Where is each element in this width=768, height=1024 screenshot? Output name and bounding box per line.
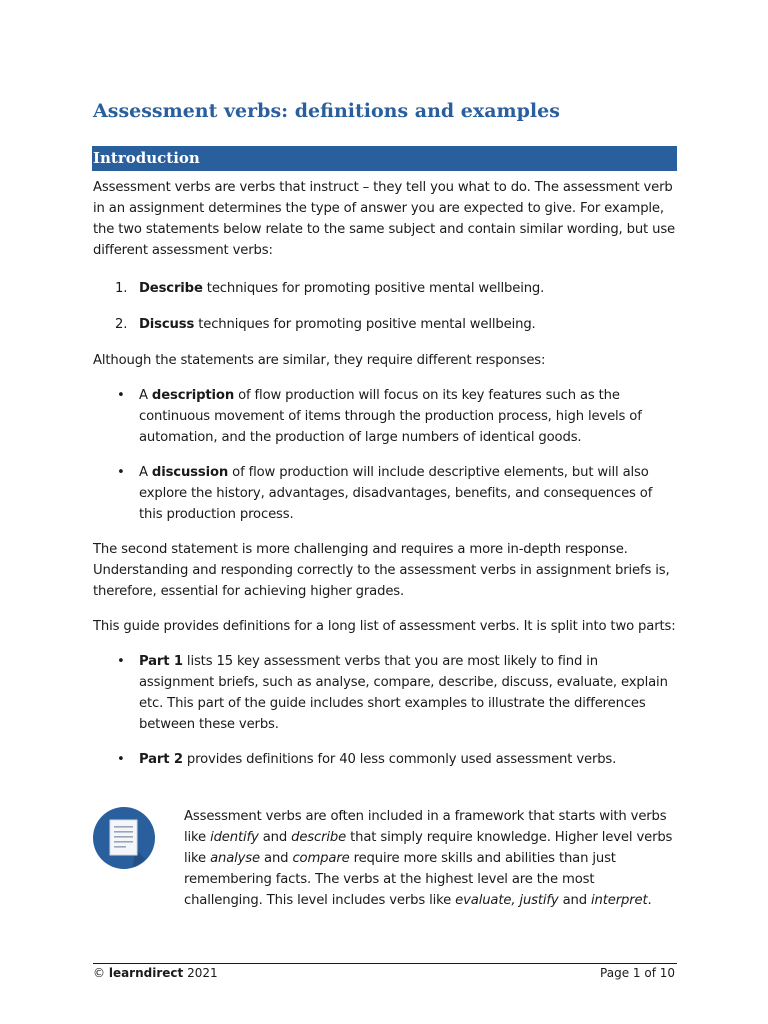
statement-list: [93, 278, 677, 335]
section-heading-bar: [92, 146, 677, 171]
bullet-dot: •: [117, 752, 125, 767]
intro-content: [93, 177, 677, 784]
part-text: lists 15 key assessment verbs that you are most likely to find in assignment briefs, such as analyse, compare, describe, discuss, evaluate, explain etc. This part of the guide includes short examples to illustrate the differences between these verbs.: [139, 654, 668, 732]
footer-divider: [93, 963, 677, 964]
bullet-item: [93, 462, 677, 525]
bullet-dot: •: [117, 654, 125, 669]
footer-year: 2021: [183, 966, 218, 980]
bullet-keyword: discussion: [151, 465, 229, 480]
intro-paragraph: Assessment verbs are verbs that instruct – they tell you what to do. The assessment verb in an assignment determines the type of answer you are expected to give. For example, the two statements below relate to the same subject and contain similar wording, but use different assessment verbs:: [93, 180, 676, 258]
bullet-item: [93, 385, 677, 448]
statement-verb: Describe: [139, 281, 203, 296]
bullet-dot: •: [117, 388, 125, 403]
statement-verb: Discuss: [139, 317, 195, 332]
bullet-keyword: description: [151, 388, 235, 403]
document-title: Assessment verbs: definitions and examples: [93, 100, 560, 122]
list-number: 2.: [115, 317, 128, 332]
page-number: Page 1 of 10: [600, 966, 675, 980]
challenge-paragraph: The second statement is more challenging and requires a more in-depth response. Understanding and responding correctly to the assessment verbs in assignment briefs is, therefore, essential for achieving higher grades.: [93, 542, 670, 599]
bullet-text: of flow production will focus on its key features such as the continuous movement of items through the production process, high levels of automation, and the production of large numbers of identical goods.: [139, 388, 642, 445]
bullet-item: [93, 749, 677, 770]
bullet-dot: •: [117, 465, 125, 480]
parts-bullet-list: [93, 651, 677, 770]
bullet-prefix: A: [139, 388, 152, 403]
statement-text: techniques for promoting positive mental wellbeing.: [194, 317, 536, 332]
note-text: Assessment verbs are often included in a framework that starts with verbs like identify and describe that simply require knowledge. Higher level verbs like analyse and compare require more skills and abilities than just remembering facts. The verbs at the highest level are the most challenging. This level includes verbs like evaluate, justify and interpret.: [184, 809, 673, 908]
part-label: Part 1: [139, 654, 183, 669]
bullet-prefix: A: [139, 465, 152, 480]
list-number: 1.: [115, 281, 128, 296]
statement-text: techniques for promoting positive mental wellbeing.: [202, 281, 545, 296]
response-bullet-list: [93, 385, 677, 525]
responses-paragraph: Although the statements are similar, they require different responses:: [93, 353, 546, 368]
section-heading: Introduction: [93, 149, 200, 167]
bullet-text: of flow production will include descriptive elements, but will also explore the history, advantages, disadvantages, benefits, and consequences of this production process.: [139, 465, 653, 522]
guide-paragraph: This guide provides definitions for a long list of assessment verbs. It is split into two parts:: [93, 619, 676, 634]
footer-copyright: © learndirect 2021: [93, 966, 218, 980]
document-icon: [93, 807, 155, 869]
statement-item: [93, 278, 677, 299]
part-text: provides definitions for 40 less commonly used assessment verbs.: [182, 752, 617, 767]
part-label: Part 2: [139, 752, 183, 767]
bullet-item: [93, 651, 677, 735]
statement-item: [93, 314, 677, 335]
footer-brand: learndirect: [108, 966, 184, 980]
